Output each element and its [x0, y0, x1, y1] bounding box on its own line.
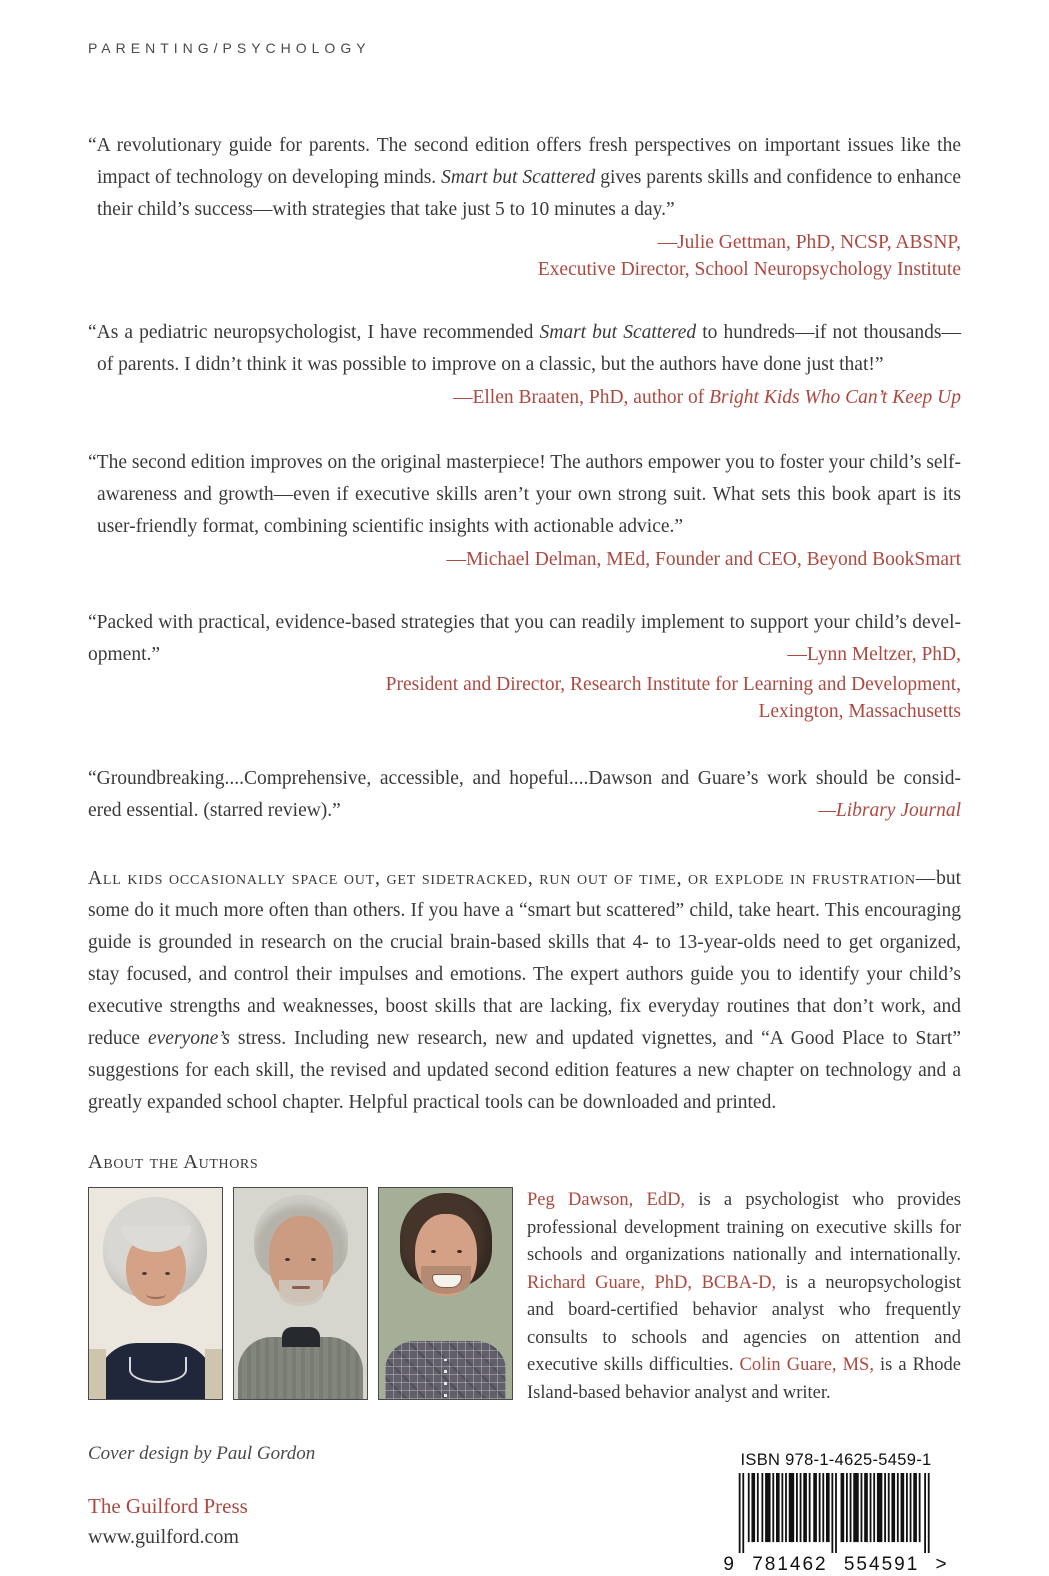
eye-shape [165, 1272, 170, 1275]
isbn-number: ISBN 978-1-4625-5459-1 [740, 1451, 932, 1469]
about-authors-heading: About the Authors [88, 1151, 259, 1173]
isbn-block [711, 1451, 961, 1576]
quote-text: “Packed with practical, evidence-based strategies that you can readily implement to support your child’s devel- [88, 612, 961, 633]
beard-shape [279, 1280, 323, 1306]
endorsement-quote-3 [88, 447, 961, 573]
quote-line-with-attribution [88, 639, 961, 671]
endorsement-quote-1 [88, 130, 961, 283]
quote-text-continuation: opment.” [88, 644, 161, 665]
eye-shape [457, 1250, 462, 1253]
mouth-shape [146, 1290, 166, 1299]
book-back-cover [0, 40, 1049, 1575]
eye-shape [142, 1272, 147, 1275]
mouth-shape [292, 1286, 310, 1289]
eye-shape [285, 1258, 290, 1261]
quote-attribution: Executive Director, School Neuropsychology Institute [537, 259, 961, 280]
author-photo-peg-dawson [88, 1187, 223, 1400]
quote-attribution: President and Director, Research Institute for Learning and Development, [385, 674, 961, 695]
author-photo-colin-guare [378, 1187, 513, 1400]
footer-section [88, 1441, 961, 1576]
shirt-buttons-shape [444, 1359, 447, 1397]
author-photo-richard-guare [233, 1187, 368, 1400]
endorsement-quote-2 [88, 317, 961, 411]
cover-design-credit: Cover design by Paul Gordon [88, 1443, 316, 1464]
publisher-block [88, 1441, 315, 1576]
about-authors-section [88, 1187, 961, 1407]
turtleneck-shape [282, 1327, 320, 1347]
publisher-website: www.guilford.com [88, 1526, 239, 1548]
quote-attribution: Lexington, Massachusetts [758, 701, 961, 722]
eye-shape [311, 1258, 316, 1261]
quote-attribution: —Ellen Braaten, PhD, author of Bright Kids Who Can’t Keep Up [452, 387, 961, 408]
quote-attribution: —Lynn Meltzer, PhD, [787, 644, 961, 665]
smile-shape [432, 1274, 462, 1288]
barcode-digits: 9 781462 554591 > [723, 1554, 949, 1575]
publisher-name: The Guilford Press [88, 1494, 248, 1518]
barcode [727, 1473, 945, 1553]
endorsements-section [88, 130, 961, 827]
quote-attribution: —Library Journal [818, 800, 961, 821]
category-header: PARENTING/PSYCHOLOGY [88, 40, 371, 56]
authors-bio: Peg Dawson, EdD, is a psychologist who provides professional development training on executive skills for schools and organizations nationally and internationally. Richard Guare, PhD, BCBA-D, is a neuropsychologist and board-certified behavior analyst who frequently consults to schools and agencies on attention and executive skills difficulties. Colin Guare, MS, is a Rhode Island-based behavior analyst and writer. [527, 1190, 961, 1403]
eye-shape [431, 1250, 436, 1253]
quote-text: “The second edition improves on the original masterpiece! The authors empower you to foster your child’s self-awareness and growth—even if executive skills aren’t your own strong suit. What sets this book apart is its user-friendly format, combining scientific insights with actionable advice.” [88, 452, 961, 537]
endorsement-quote-4 [88, 607, 961, 725]
quote-text: “As a pediatric neuropsychologist, I have recommended Smart but Scattered to hundreds—if not thousands—of parents. I didn’t think it was possible to improve on a classic, but the authors have done just that!” [88, 322, 962, 375]
quote-text-continuation: ered essential. (starred review).” [88, 800, 341, 821]
quote-attribution: —Julie Gettman, PhD, NCSP, ABSNP, [657, 232, 961, 253]
quote-attribution: —Michael Delman, MEd, Founder and CEO, Beyond BookSmart [446, 549, 961, 570]
quote-text: “A revolutionary guide for parents. The second edition offers fresh perspectives on important issues like the impact of technology on developing minds. Smart but Scattered gives parents skills and confidence to enhance their child’s success—with strategies that take just 5 to 10 minutes a day.” [88, 135, 961, 220]
quote-line-with-attribution [88, 795, 961, 827]
book-description: All kids occasionally space out, get sidetracked, run out of time, or explode in frustration—but some do it much more often than others. If you have a “smart but scattered” child, take heart. This encouraging guide is grounded in research on the crucial brain-based skills that 4- to 13-year-olds need to get organized, stay focused, and control their impulses and emotions. The expert authors guide you to identify your child’s executive strengths and weaknesses, boost skills that are lacking, fix everyday routines that don’t work, and reduce everyone’s stress. Including new research, new and updated vignettes, and “A Good Place to Start” suggestions for each skill, the revised and updated second edition features a new chapter on technology and a greatly expanded school chapter. Helpful practical tools can be downloaded and printed. [88, 868, 961, 1113]
quote-text: “Groundbreaking....Comprehensive, accessible, and hopeful....Dawson and Guare’s work should be consid- [88, 768, 961, 789]
necklace-shape [129, 1357, 187, 1383]
endorsement-quote-5 [88, 763, 961, 827]
